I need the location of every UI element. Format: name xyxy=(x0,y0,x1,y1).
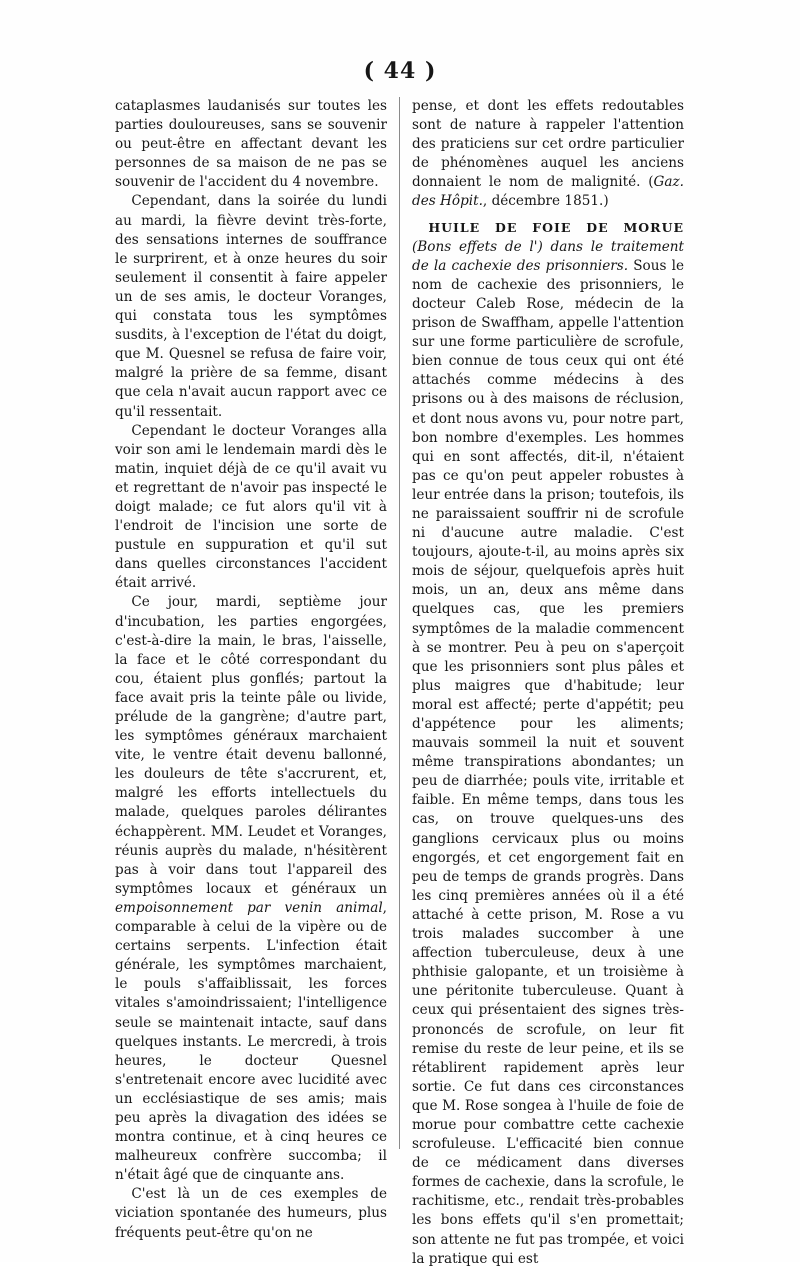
article-subheading: (Bons effets de l') dans le traitement de la cachexie des prisonniers. xyxy=(412,238,684,274)
left-column xyxy=(115,97,387,1243)
left-paragraph-2: Cependant, dans la soirée du lundi au mardi, la fièvre devint très-forte, des sensations internes de souffrance le surprirent, et à onze heures du soir seulement il consentit à faire appeler un de ses amis, le docteur Voranges, qui constata tous les symptômes susdits, à l'exception de l'état du doigt, que M. Quesnel se refusa de faire voir, malgré la prière de sa femme, disant que cela n'avait aucun rapport avec ce qu'il ressentait. xyxy=(115,193,387,420)
left-paragraph-3: Cependant le docteur Voranges alla voir son ami le lendemain mardi dès le matin, inquiet déjà de ce qu'il avait vu et regrettant de n'avoir pas inspecté le doigt malade; ce fut alors qu'il vit à l'endroit de l'incision une sorte de pustule en suppuration et qu'il sut dans quelles circonstances l'accident était arrivé. xyxy=(115,422,387,592)
right-paragraph-1-text-a: pense, et dont les effets redoutables sont de nature à rappeler l'attention des praticiens sur cet ordre particulier de phénomènes auquel les anciens donnaient le nom de malignité. ( xyxy=(412,98,684,191)
left-paragraph-4-italic-phrase: empoisonnement par venin animal xyxy=(115,899,383,916)
page-number: ( 44 ) xyxy=(363,58,437,84)
right-paragraph-1 xyxy=(412,97,684,212)
left-paragraph-1: cataplasmes laudanisés sur toutes les parties douloureuses, sans se souvenir ou peut-être en affectant devant les personnes de sa maison de ne pas se souvenir de l'accident du 4 novembre. xyxy=(115,98,387,191)
left-paragraph-4 xyxy=(115,593,387,1185)
left-paragraph-4-text-a: Ce jour, mardi, septième jour d'incubation, les parties engorgées, c'est-à-dire la main, le bras, l'aisselle, la face et le côté correspondant du cou, étaient plus gonflés; partout la face avait pris la teinte pâle ou livide, prélude de la gangrène; d'autre part, les symptômes généraux marchaient vite, le ventre était devenu ballonné, les douleurs de tête s'accrurent, et, malgré les efforts intellectuels du malade, quelques paroles délirantes échappèrent. MM. Leudet et Voranges, réunis auprès du malade, n'hésitèrent pas à voir dans tout l'appareil des symptômes locaux et généraux un xyxy=(115,594,387,897)
article-paragraph xyxy=(412,218,684,1269)
citation-source: Gaz. des Hôpit. xyxy=(412,174,684,210)
column-divider xyxy=(399,97,400,1149)
right-column xyxy=(412,97,684,1269)
right-paragraph-1-text-b: , décembre 1851.) xyxy=(482,193,609,210)
left-paragraph-5: C'est là un de ces exemples de viciation spontanée des humeurs, plus fréquents peut-être qu'on ne xyxy=(115,1186,387,1241)
left-paragraph-4-text-b: , comparable à celui de la vipère ou de certains serpents. L'infection était générale, les symptômes marchaient, le pouls s'affaiblissait, les forces vitales s'amoindrissaient; l'intelligence seule se maintenait intacte, sauf dans quelques instants. Le mercredi, à trois heures, le docteur Quesnel s'entretenait encore avec lucidité avec un ecclésiastique de ses amis; mais peu après la divagation des idées se montra continue, et à cinq heures ce malheureux confrère succomba; il n'était âgé que de cinquante ans. xyxy=(115,899,387,1184)
article-heading: HUILE DE FOIE DE MORUE xyxy=(428,219,684,235)
article-body-text: Sous le nom de cachexie des prisonniers, le docteur Caleb Rose, médecin de la prison de Swaffham, appelle l'attention sur une forme particulière de scrofule, bien connue de tous ceux qui ont été attachés comme médecins à des prisons ou à des maisons de réclusion, et dont nous avons vu, pour notre part, bon nombre d'exemples. Les hommes qui en sont affectés, dit-il, n'étaient pas ce qu'on peut appeler robustes à leur entrée dans la prison; toutefois, ils ne paraissaient souffrir ni de scrofule ni d'aucune autre maladie. C'est toujours, ajoute-t-il, au moins après six mois de séjour, quelquefois après huit mois, un an, deux ans même dans quelques cas, que les premiers symptômes de la maladie commencent à se montrer. Peu à peu on s'aperçoit que les prisonniers sont plus pâles et plus maigres que d'habitude; leur moral est affecté; perte d'appétit; peu d'appétence pour les aliments; mauvais sommeil la nuit et souvent même transpirations abondantes; un peu de diarrhée; pouls vite, irritable et faible. En même temps, dans tous les cas, on trouve quelques-uns des ganglions cervicaux plus ou moins engorgés, et cet engorgement fait en peu de temps de grands progrès. Dans les cinq premières années où il a été attaché à cette prison, M. Rose a vu trois malades succomber à une affection tuberculeuse, deux à une phthisie galopante, et un troisième à une péritonite tuberculeuse. Quant à ceux qui présentaient des signes très-prononcés de scrofule, on leur fit remise du reste de leur peine, et ils se rétablirent rapidement après leur sortie. Ce fut dans ces circonstances que M. Rose songea à l'huile de foie de morue pour combattre cette cachexie scrofuleuse. L'efficacité bien connue de ce médicament dans diverses formes de cachexie, dans la scrofule, le rachitisme, etc., rendait très-probables les bons effets qu'il s'en promettait; son attente ne fut pas trompée, et voici la pratique qui est xyxy=(412,257,684,1267)
